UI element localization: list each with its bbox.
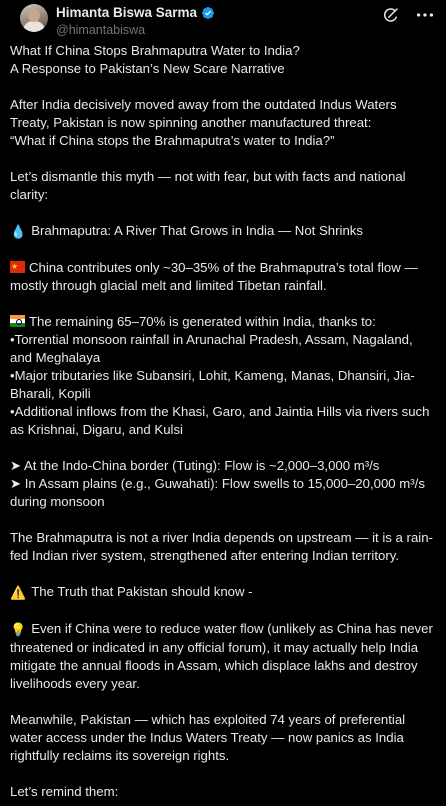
post-text: Bharali, Kopili: [10, 386, 91, 401]
post-text: “What if China stops the Brahmaputra’s water to India?”: [10, 133, 335, 148]
post-text-line: [10, 60, 440, 78]
post-text: during monsoon: [10, 494, 105, 509]
post-text-line: [10, 547, 440, 565]
post-paragraph: [10, 42, 440, 78]
india-flag-emoji-icon: [10, 315, 25, 327]
post-text: The remaining 65–70% is generated within India, thanks to:: [29, 314, 376, 329]
post-text: What If China Stops Brahmaputra Water to India?: [10, 43, 300, 58]
post-text: rightfully reclaims its sovereign rights.: [10, 748, 230, 763]
post-text-line: [10, 711, 440, 729]
post-text-line: [10, 729, 440, 747]
post-text: mitigate the annual floods in Assam, which displace lakhs and destroy: [10, 658, 418, 673]
droplet-emoji-icon: 💧: [10, 224, 27, 239]
more-options-icon[interactable]: [414, 6, 436, 24]
post-paragraph: [10, 313, 440, 439]
post-text: as Krishnai, Digaru, and Kulsi: [10, 422, 183, 437]
author-handle[interactable]: @himantabiswa: [56, 23, 146, 37]
post-text-line: [10, 657, 440, 675]
post-paragraph: [10, 711, 440, 765]
post-text: •Major tributaries like Subansiri, Lohit, Kameng, Manas, Dhansiri, Jia-: [10, 368, 415, 383]
post-text-line: [10, 639, 440, 657]
post-text: livelihoods every year.: [10, 676, 140, 691]
post-text-line: [10, 675, 440, 693]
post-header: [10, 0, 436, 44]
post-text: Let’s remind them:: [10, 784, 119, 799]
post-text: China contributes only ~30–35% of the Brahmaputra’s total flow —: [29, 260, 418, 275]
author-name-text[interactable]: Himanta Biswa Sarma: [56, 5, 198, 20]
post-text-line: [10, 114, 440, 132]
post-paragraph: [10, 168, 440, 204]
post-text-line: [10, 313, 440, 331]
post-text-line: [10, 349, 440, 367]
post-text: A Response to Pakistan’s New Scare Narrative: [10, 61, 285, 76]
post-text-line: [10, 168, 440, 186]
post-text-line: [10, 583, 440, 602]
post-text: clarity:: [10, 187, 49, 202]
post-text: Treaty, Pakistan is now spinning another manufactured threat:: [10, 115, 372, 130]
post-paragraph: [10, 96, 440, 150]
post-text-line: [10, 783, 440, 801]
post-text-line: [10, 42, 440, 60]
post-text-line: [10, 493, 440, 511]
post-text-line: [10, 132, 440, 150]
grok-icon[interactable]: [382, 6, 400, 24]
post-text-line: [10, 277, 440, 295]
post-text-line: [10, 186, 440, 204]
post-text-line: [10, 222, 440, 241]
post-text-line: [10, 385, 440, 403]
post-paragraph: [10, 620, 440, 693]
post-paragraph: [10, 783, 440, 801]
post-text-line: [10, 747, 440, 765]
post-text-line: [10, 331, 440, 349]
post-text: ➤ At the Indo-China border (Tuting): Flow is ~2,000–3,000 m³/s: [10, 458, 380, 473]
post-text: ➤ In Assam plains (e.g., Guwahati): Flow swells to 15,000–20,000 m³/s: [10, 476, 425, 491]
post-text-line: [10, 96, 440, 114]
post-text: Meanwhile, Pakistan — which has exploited 74 years of preferential: [10, 712, 406, 727]
post-text: threatened or indicated in any official forum), it may actually help India: [10, 640, 419, 655]
author-display-name[interactable]: [56, 5, 215, 21]
post-paragraph: [10, 529, 440, 565]
post-text: The Brahmaputra is not a river India depends on upstream — it is a rain-: [10, 530, 433, 545]
post-text: Let’s dismantle this myth — not with fear, but with facts and national: [10, 169, 406, 184]
post-text-line: [10, 259, 440, 277]
light-bulb-emoji-icon: 💡: [10, 622, 27, 637]
post-text: Even if China were to reduce water flow (unlikely as China has never: [31, 621, 433, 636]
post-text-line: [10, 529, 440, 547]
post-paragraph: [10, 457, 440, 511]
post-text: water access under the Indus Waters Treaty — now panics as India: [10, 730, 404, 745]
post-text: mostly through glacial melt and limited Tibetan rainfall.: [10, 278, 327, 293]
warning-emoji-icon: ⚠️: [10, 585, 27, 600]
post-body: [10, 42, 440, 806]
author-info: [56, 4, 215, 38]
post-text: Brahmaputra: A River That Grows in India — Not Shrinks: [31, 223, 363, 238]
post-text: •Torrential monsoon rainfall in Arunachal Pradesh, Assam, Nagaland,: [10, 332, 413, 347]
avatar[interactable]: [20, 4, 48, 32]
post-text: •Additional inflows from the Khasi, Garo, and Jaintia Hills via rivers such: [10, 404, 430, 419]
post-text-line: [10, 475, 440, 493]
verified-badge-icon: [201, 6, 215, 20]
post-text-line: [10, 403, 440, 421]
post-paragraph: [10, 583, 440, 602]
china-flag-emoji-icon: [10, 261, 25, 273]
post-text: After India decisively moved away from the outdated Indus Waters: [10, 97, 397, 112]
post-text: and Meghalaya: [10, 350, 101, 365]
post-paragraph: [10, 222, 440, 241]
post-text: fed Indian river system, strengthened after entering Indian territory.: [10, 548, 399, 563]
post-paragraph: [10, 259, 440, 295]
post-text: The Truth that Pakistan should know -: [31, 584, 253, 599]
post-text-line: [10, 457, 440, 475]
post-text-line: [10, 367, 440, 385]
post-text-line: [10, 620, 440, 639]
post-text-line: [10, 421, 440, 439]
